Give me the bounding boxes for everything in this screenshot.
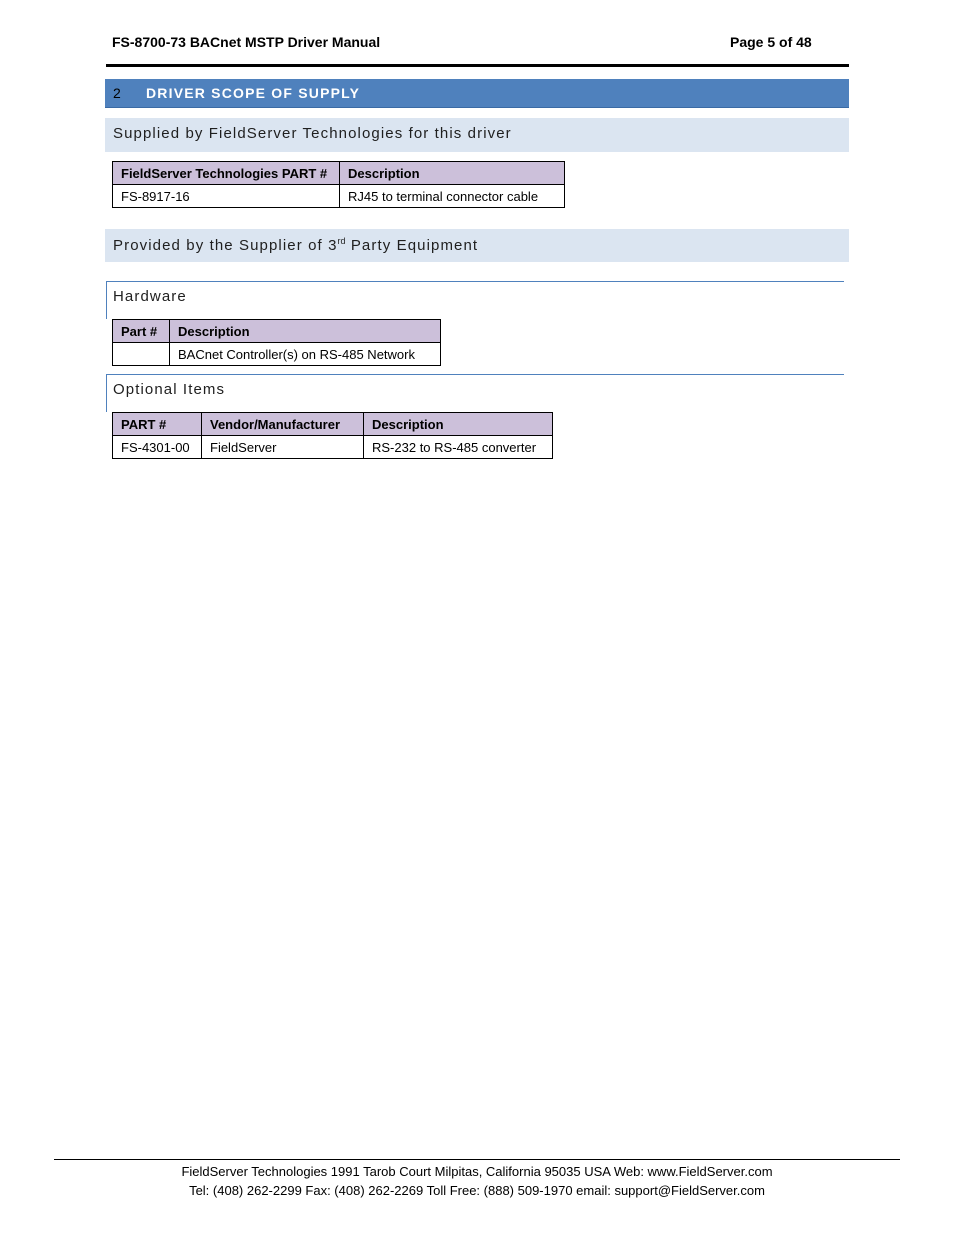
provided-heading-text: Provided by the Supplier of 3: [113, 237, 338, 254]
section-heading: [105, 79, 849, 108]
table-row: [113, 343, 441, 366]
supplied-heading: Supplied by FieldServer Technologies for this driver: [105, 118, 849, 152]
table-cell: BACnet Controller(s) on RS-485 Network: [170, 343, 441, 366]
table-cell: FS-8917-16: [113, 185, 340, 208]
table-cell: FieldServer: [202, 436, 364, 459]
column-header: Part #: [113, 320, 170, 343]
footer-contact: Tel: (408) 262-2299 Fax: (408) 262-2269 Toll Free: (888) 509-1970 email: support@FieldServer.com: [189, 1183, 765, 1198]
footer-contact-line: [0, 1183, 954, 1198]
supplied-table: [112, 161, 565, 208]
table-header-row: [113, 320, 441, 343]
page-number: Page 5 of 48: [730, 34, 812, 50]
footer-address: FieldServer Technologies 1991 Tarob Court Milpitas, California 95035 USA Web: www.FieldServer.com: [181, 1164, 773, 1179]
footer-divider: [54, 1159, 900, 1160]
document-title: FS-8700-73 BACnet MSTP Driver Manual: [112, 34, 381, 50]
table-cell: RJ45 to terminal connector cable: [340, 185, 565, 208]
optional-items-heading-text: Optional Items: [113, 381, 226, 398]
column-header: Description: [170, 320, 441, 343]
column-header: Description: [364, 413, 553, 436]
table-header-row: [113, 413, 553, 436]
column-header: FieldServer Technologies PART #: [113, 162, 340, 185]
hardware-table: [112, 319, 441, 366]
column-header: PART #: [113, 413, 202, 436]
section-title: DRIVER SCOPE OF SUPPLY: [146, 85, 361, 101]
table-cell: [113, 343, 170, 366]
table-row: [113, 436, 553, 459]
provided-heading: [105, 229, 849, 262]
ordinal-suffix: rd: [337, 236, 346, 246]
footer-address-line: [0, 1164, 954, 1179]
header-divider: [106, 64, 849, 67]
table-header-row: [113, 162, 565, 185]
provided-heading-tail: Party Equipment: [345, 237, 479, 254]
hardware-heading-text: Hardware: [113, 288, 187, 305]
table-cell: RS-232 to RS-485 converter: [364, 436, 553, 459]
optional-items-heading: [106, 374, 844, 412]
optional-items-table: [112, 412, 553, 459]
table-cell: FS-4301-00: [113, 436, 202, 459]
hardware-heading: [106, 281, 844, 319]
table-row: [113, 185, 565, 208]
section-number: 2: [113, 85, 121, 101]
column-header: Vendor/Manufacturer: [202, 413, 364, 436]
column-header: Description: [340, 162, 565, 185]
